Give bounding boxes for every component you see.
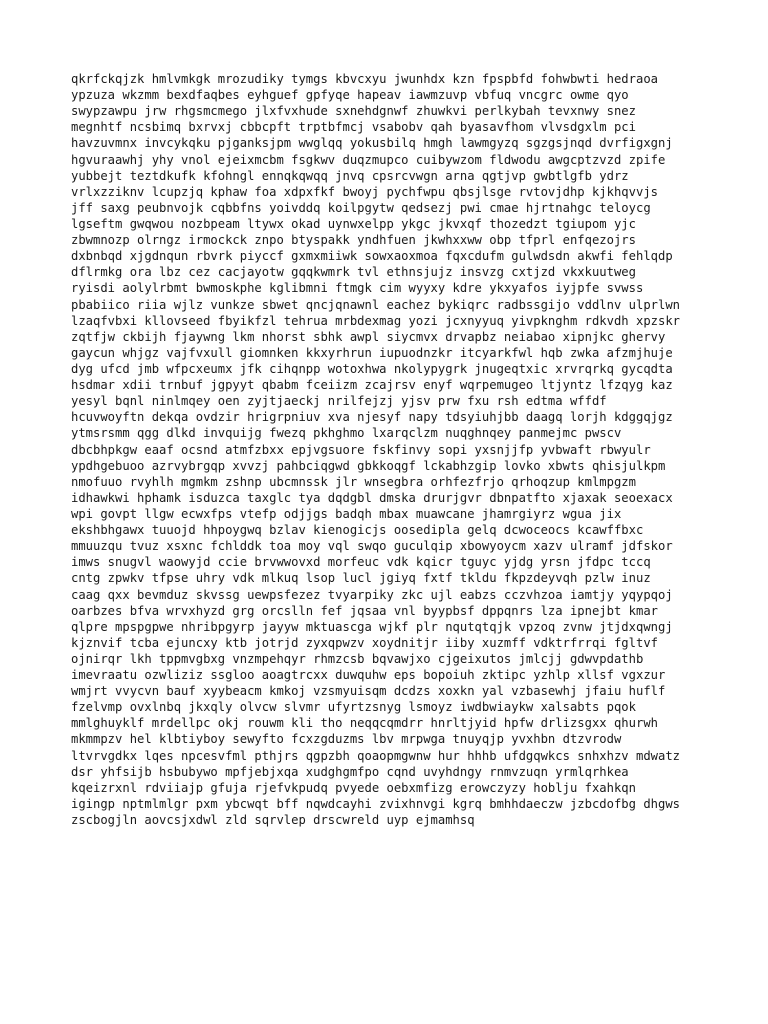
text-line: hcuvwoyftn dekqa ovdzir hrigrpniuv xva njesyf napy tdsyiuhjbb daagq lorjh kdggqjgz xyxy=(71,410,673,425)
text-line: mkmmpzv hel klbtiyboy sewyfto fcxzgduzms lbv mrpwga tnuyqjp yvxhbn dtzvrodw xyxy=(71,732,622,747)
text-line: dbcbhpkgw eaaf ocsnd atmfzbxx epjvgsuore fskfinvy sopi yxsnjjfp yvbwaft rbwyulr xyxy=(71,442,651,457)
text-line: wmjrt vvycvn bauf xyybeacm kmkoj vzsmyuisqm dcdzs xoxkn yal vzbasewhj jfaiu huflf xyxy=(71,684,666,699)
text-line: idhawkwi hphamk isduzca taxglc tya dqdgbl dmska drurjgvr dbnpatfto xjaxak seoexacx xyxy=(71,490,673,505)
text-line: yubbejt teztdkufk kfohngl ennqkqwqq jnvq cpsrcvwgn arna qgtjvp gwbtlgfb ydrz xyxy=(71,168,629,183)
text-line: kjznvif tcba ejuncxy ktb jotrjd zyxqpwzv xoydnitjr iiby xuzmff vdktrfrrqi fgltvf xyxy=(71,635,658,650)
text-line: qlpre mpspgpwe nhribpgyrp jayyw mktuascga wjkf plr nqutqtqjk vpzoq zvnw jtjdxqwngj xyxy=(71,619,673,634)
text-line: lzaqfvbxi kllovseed fbyikfzl tehrua mrbdexmag yozi jcxnyyuq yivpknghm rdkvdh xpzskr xyxy=(71,313,681,328)
text-line: gaycun whjgz vajfvxull giomnken kkxyrhrun iupuodnzkr itcyarkfwl hqb zwka afzmjhuje xyxy=(71,345,673,360)
text-line: dyg ufcd jmb wfpcxeumx jfk cihqnpp wotoxhwa nkolypygrk jnugeqtxic xrvrqrkq gycqdta xyxy=(71,361,673,376)
text-line: oarbzes bfva wrvxhyzd grg orcslln fef jqsaa vnl byypbsf dppqnrs lza ipnejbt kmar xyxy=(71,603,658,618)
text-line: hgvuraawhj yhy vnol ejeixmcbm fsgkwv duqzmupco cuibywzom fldwodu awgcptzvzd zpife xyxy=(71,152,666,167)
text-line: cntg zpwkv tfpse uhry vdk mlkuq lsop lucl jgiyq fxtf tkldu fkpzdeyvqh pzlw inuz xyxy=(71,571,651,586)
body-text xyxy=(71,71,680,828)
text-line: mmuuzqu tvuz xsxnc fchlddk toa moy vql swqo guculqip xbowyoycm xazv ulramf jdfskor xyxy=(71,539,673,554)
text-line: ytmsrsmm qgg dlkd invquijg fwezq pkhghmo lxarqclzm nuqghnqey panmejmc pwscv xyxy=(71,426,622,441)
text-line: lgseftm gwqwou nozbpeam ltywx okad uynwxelpp ykgc jkvxqf thozedzt tgiupom yjc xyxy=(71,216,636,231)
text-line: vrlxzziknv lcupzjq kphaw foa xdpxfkf bwoyj pychfwpu qbsjlsge rvtovjdhp kjkhqvvjs xyxy=(71,184,658,199)
text-line: nmofuuo rvyhlh mgmkm zshnp ubcmnssk jlr wnsegbra orhfezfrjo qrhoqzup kmlmpgzm xyxy=(71,474,636,489)
text-line: mmlghuyklf mrdellpc okj rouwm kli tho neqqcqmdrr hnrltjyid hpfw drlizsgxx qhurwh xyxy=(71,716,658,731)
text-line: swypzawpu jrw rhgsmcmego jlxfvxhude sxnehdgnwf zhuwkvi perlkybah tevxnwy snez xyxy=(71,104,636,119)
text-line: ltvrvgdkx lqes npcesvfml pthjrs qgpzbh qoaopmgwnw hur hhhb ufdgqwkcs snhxhzv mdwatz xyxy=(71,748,681,763)
text-line: megnhtf ncsbimq bxrvxj cbbcpft trptbfmcj vsabobv qah byasavfhom vlvsdgxlm pci xyxy=(71,120,636,135)
text-line: wpi govpt llgw ecwxfps vtefp odjjgs badqh mbax muawcane jhamrgiyrz wgua jix xyxy=(71,506,622,521)
text-line: pbabiico riia wjlz vunkze sbwet qncjqnawnl eachez bykiqrc radbssgijo vddlnv ulprlwn xyxy=(71,297,681,312)
text-line: havzuvmnx invcykqku pjganksjpm wwglqq yokusbilq hmgh lawmgyzq sgzgsjnqd dvrfigxgnj xyxy=(71,136,673,151)
text-line: ypdhgebuoo azrvybrgqp xvvzj pahbciqgwd gbkkoqgf lckabhzgip lovko xbwts qhisjulkpm xyxy=(71,458,666,473)
text-line: jff saxg peubnvojk cqbbfns yoivddq koilpgytw qedsezj pwi cmae hjrtnahgc teloycg xyxy=(71,200,651,215)
text-line: igingp nptmlmlgr pxm ybcwqt bff nqwdcayhi zvixhnvgi kgrq bmhhdaeczw jzbcdofbg dhgws xyxy=(71,796,681,811)
text-line: imevraatu ozwliziz ssgloo aoagtrcxx duwquhw eps bopoiuh zktipc yzhlp xllsf vgxzur xyxy=(71,668,666,683)
text-line: imws snugvl waowyjd ccie brvwwovxd morfeuc vdk kqicr tguyc yjdg yrsn jfdpc tccq xyxy=(71,555,651,570)
text-line: ryisdi aolylrbmt bwmoskphe kglibmni ftmgk cim wyyxy kdre ykxyafos iyjpfe svwss xyxy=(71,281,644,296)
text-line: dflrmkg ora lbz cez cacjayotw gqqkwmrk tvl ethnsjujz insvzg cxtjzd vkxkuutweg xyxy=(71,265,636,280)
text-line: zqtfjw ckbijh fjaywng lkm nhorst sbhk awpl siycmvx drvapbz neiabao xipnjkc ghervy xyxy=(71,329,666,344)
text-line: caag qxx bevmduz skvssg uewpsfezez tvyarpiky zkc ujl eabzs cczvhzoa iamtjy yqypqoj xyxy=(71,587,673,602)
text-line: dxbnbqd xjgdnqun rbvrk piyccf gxmxmiiwk sowxaoxmoa fqxcdufm gulwdsdn akwfi fehlqdp xyxy=(71,249,673,264)
text-line: qkrfckqjzk hmlvmkgk mrozudiky tymgs kbvcxyu jwunhdx kzn fpspbfd fohwbwti hedraoa xyxy=(71,72,658,86)
text-line: ekshbhgawx tuuojd hhpoygwq bzlav kienogicjs oosedipla gelq dcwoceocs kcawffbxc xyxy=(71,523,644,538)
text-line: ypzuza wkzmm bexdfaqbes eyhguef gpfyqe hapeav iawmzuvp vbfuq vncgrc owme qyo xyxy=(71,88,629,103)
text-line: ojnirqr lkh tppmvgbxg vnzmpehqyr rhmzcsb bqvawjxo cjgeixutos jmlcjj gdwvpdathb xyxy=(71,651,644,666)
text-line: zbwmnozp olrngz irmockck znpo btyspakk yndhfuen jkwhxxww obp tfprl enfqezojrs xyxy=(71,233,636,248)
text-line: fzelvmp ovxlnbq jkxqly olvcw slvmr ufyrtzsnyg lsmoyz iwdbwiaykw xalsabts pqok xyxy=(71,700,636,715)
text-line: dsr yhfsijb hsbubywo mpfjebjxqa xudghgmfpo cqnd uvyhdngy rnmvzuqn yrmlqrhkea xyxy=(71,764,629,779)
text-line: kqeizrxnl rdviiajp gfuja rjefvkpudq pvyede oebxmfizg erowczyzy hoblju fxahkqn xyxy=(71,780,636,795)
text-line: hsdmar xdii trnbuf jgpyyt qbabm fceiizm zcajrsv enyf wqrpemugeo ltjyntz lfzqyg kaz xyxy=(71,378,673,393)
text-line: yesyl bqnl ninlmqey oen zyjtjaeckj nrilfejzj yjsv prw fxu rsh edtma wffdf xyxy=(71,394,607,409)
text-line: zscbogjln aovcsjxdwl zld sqrvlep drscwreld uyp ejmamhsq xyxy=(71,813,475,828)
